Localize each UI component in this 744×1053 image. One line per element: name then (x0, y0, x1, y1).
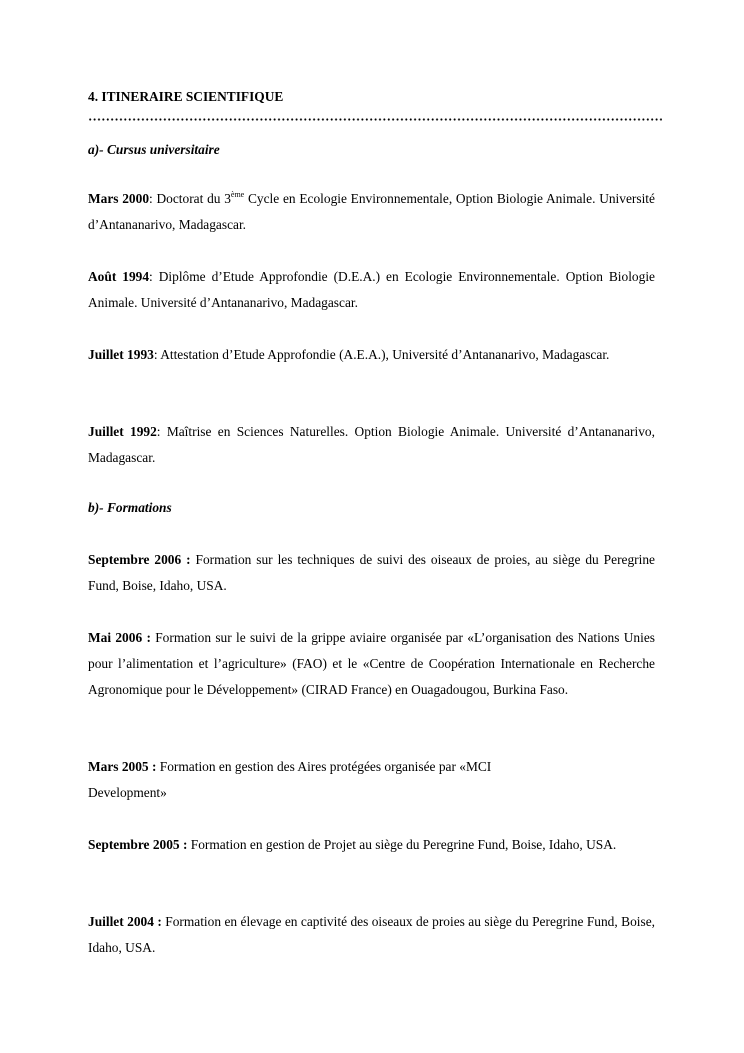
entry-date: Juillet 1993 (88, 347, 154, 362)
formation-entry (88, 625, 655, 703)
entry-separator: : (149, 191, 157, 206)
cursus-heading: a)- Cursus universitaire (88, 142, 220, 157)
entry-date: Juillet 1992 (88, 424, 157, 439)
entry-date: Septembre 2006 : (88, 552, 191, 567)
entry-text: Maîtrise en Sciences Naturelles. Option Biologie Animale. Université d’Antananarivo, Madagascar. (88, 424, 655, 465)
entry-date: Juillet 2004 : (88, 914, 162, 929)
cursus-entry (88, 264, 655, 316)
entry-text: Attestation d’Etude Approfondie (A.E.A.), Université d’Antananarivo, Madagascar. (160, 347, 610, 362)
formation-entry (88, 754, 655, 806)
cursus-entry (88, 186, 655, 238)
entry-text-continuation: Development» (88, 785, 167, 800)
section-title: 4. ITINERAIRE SCIENTIFIQUE (88, 89, 284, 104)
dotted-separator (88, 118, 662, 121)
formation-entry (88, 909, 655, 961)
entry-date: Mai 2006 : (88, 630, 151, 645)
entry-date: Mars 2005 : (88, 759, 157, 774)
entry-text: Doctorat du 3 (156, 191, 231, 206)
entry-date: Mars 2000 (88, 191, 150, 206)
entry-text: Formation en gestion des Aires protégées organisée par «MCI (156, 759, 492, 774)
entry-text: Formation en élevage en captivité des oiseaux de proies au siège du Peregrine Fund, Boise, Idaho, USA. (88, 914, 655, 955)
entry-text: Formation sur les techniques de suivi des oiseaux de proies, au siège du Peregrine Fund, Boise, Idaho, USA. (88, 552, 655, 593)
entry-text: Formation en gestion de Projet au siège du Peregrine Fund, Boise, Idaho, USA. (187, 837, 617, 852)
cursus-entry (88, 342, 655, 368)
entry-separator: : (149, 269, 159, 284)
entry-date: Septembre 2005 : (88, 837, 188, 852)
entry-separator: : (153, 347, 161, 362)
formation-entry (88, 547, 655, 599)
entry-text: Formation sur le suivi de la grippe aviaire organisée par «L’organisation des Nations Unies pour l’alimentation et l’agriculture» (FAO) et le «Centre de Coopération Internationale en Recherche Agronomique pour le Développement» (CIRAD France) en Ouagadougou, Burkina Faso. (88, 630, 655, 697)
cursus-entry (88, 419, 655, 471)
entry-superscript: ème (230, 189, 245, 199)
entry-date: Août 1994 (88, 269, 150, 284)
formations-heading: b)- Formations (88, 500, 172, 515)
entry-separator: : (156, 424, 167, 439)
entry-text: Cycle en Ecologie Environnementale, Option Biologie Animale. Université d’Antananarivo, Madagascar. (88, 191, 655, 232)
formation-entry (88, 832, 655, 858)
entry-text: Diplôme d’Etude Approfondie (D.E.A.) en Ecologie Environnementale. Option Biologie Animale. Université d’Antananarivo, Madagascar. (88, 269, 655, 310)
